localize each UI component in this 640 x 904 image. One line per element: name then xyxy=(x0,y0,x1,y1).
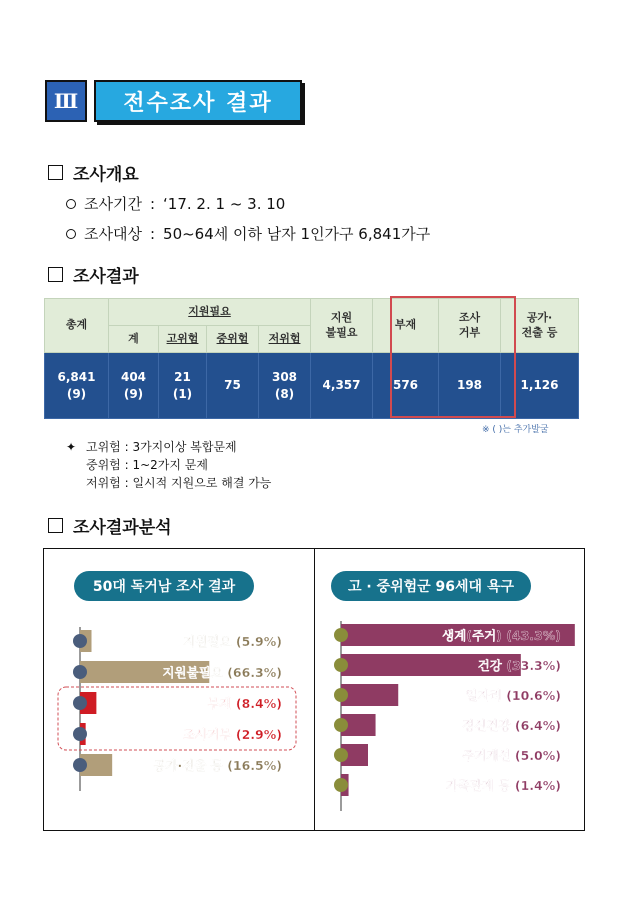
header-other: 공가· 전출 등 xyxy=(501,299,579,353)
cell-sub-total: 404 (9) xyxy=(109,353,159,419)
checkbox-icon xyxy=(48,165,63,180)
header-mid-risk: 중위험 xyxy=(207,326,259,353)
bar-dot xyxy=(73,634,87,648)
bar-label: 공가·전출 등 (16.5%) xyxy=(153,758,282,773)
legend-item: ✦ 고위험 : 3가지이상 복합문제 xyxy=(66,440,237,454)
bar-dot xyxy=(334,628,348,642)
risk-legend xyxy=(66,438,271,492)
header-support-needed: 지원필요 xyxy=(109,299,311,326)
bar-dot xyxy=(334,718,348,732)
chart-title: 고 · 중위험군 96세대 욕구 xyxy=(347,579,514,595)
bar-dot xyxy=(73,696,87,710)
cell-no-support: 4,357 xyxy=(311,353,373,419)
header-no-support: 지원 불필요 xyxy=(311,299,373,353)
overview-item-value: 50~64세 이하 남자 1인가구 6,841가구 xyxy=(163,225,431,243)
bar-label: 주거개선 (5.0%) xyxy=(461,748,561,763)
bar-dot xyxy=(73,727,87,741)
analysis-heading xyxy=(48,513,172,538)
header-total: 총계 xyxy=(45,299,109,353)
header-high-risk: 고위험 xyxy=(159,326,207,353)
analysis-panels xyxy=(43,548,585,831)
bar-dot xyxy=(73,758,87,772)
circle-bullet-icon xyxy=(66,229,76,239)
bar-label: 지원필요 (5.9%) xyxy=(183,634,282,649)
header-absent: 부재 xyxy=(373,299,439,353)
table-note: ※ ( )는 추가발굴 xyxy=(482,425,549,435)
bar-label: 가족관계 등 (1.4%) xyxy=(445,778,561,793)
bar-dot xyxy=(334,778,348,792)
section-number: Ⅲ xyxy=(45,80,87,122)
section-title: 전수조사 결과 xyxy=(94,80,302,122)
bar xyxy=(341,684,398,706)
legend-item: 저위험 : 일시적 지원으로 해결 가능 xyxy=(86,476,272,490)
highlight-frame xyxy=(390,296,516,418)
cell-high-risk: 21 (1) xyxy=(159,353,207,419)
bar-label: 부재 (8.4%) xyxy=(207,696,282,711)
header-sub-total: 계 xyxy=(109,326,159,353)
cell-low-risk: 308 (8) xyxy=(259,353,311,419)
right-chart-panel xyxy=(314,549,585,830)
cell-total: 6,841 (9) xyxy=(45,353,109,419)
overview-item: 조사기간 : ‘17. 2. 1 ~ 3. 10 xyxy=(66,193,285,214)
bar-dot xyxy=(334,688,348,702)
needs-chart xyxy=(315,549,585,829)
results-heading xyxy=(48,262,139,287)
overview-item: 조사대상 : 50~64세 이하 남자 1인가구 6,841가구 xyxy=(66,223,430,244)
bar-label: 일자리 (10.6%) xyxy=(465,688,561,703)
cell-other: 1,126 xyxy=(501,353,579,419)
circle-bullet-icon xyxy=(66,199,76,209)
bar-label: 건강 (33.3%) xyxy=(477,658,561,673)
overview-item-label: 조사대상 xyxy=(84,225,142,243)
header-low-risk: 저위험 xyxy=(259,326,311,353)
star-icon: ✦ xyxy=(66,440,77,454)
cell-refused: 198 xyxy=(439,353,501,419)
results-heading-text: 조사결과 xyxy=(73,267,139,287)
bar-dot xyxy=(334,658,348,672)
bar-dot xyxy=(73,665,87,679)
header-refused: 조사 거부 xyxy=(439,299,501,353)
cell-mid-risk: 75 xyxy=(207,353,259,419)
survey-result-chart xyxy=(44,549,314,829)
bar-dot xyxy=(334,748,348,762)
analysis-heading-text: 조사결과분석 xyxy=(73,518,172,538)
overview-item-label: 조사기간 xyxy=(84,195,142,213)
bar-label: 조사거부 (2.9%) xyxy=(183,727,282,742)
overview-item-value: ‘17. 2. 1 ~ 3. 10 xyxy=(163,194,286,213)
overview-heading xyxy=(48,160,139,185)
bar-label: 정신건강 (6.4%) xyxy=(461,718,561,733)
bar-label: 지원불필요 (66.3%) xyxy=(162,665,282,680)
overview-heading-text: 조사개요 xyxy=(73,165,139,185)
legend-item: 중위험 : 1~2가지 문제 xyxy=(86,458,208,472)
cell-absent: 576 xyxy=(373,353,439,419)
left-chart-panel xyxy=(44,549,314,830)
chart-title: 50대 독거남 조사 결과 xyxy=(92,579,236,595)
checkbox-icon xyxy=(48,518,63,533)
bar-label: 생계(주거) (43.3%) xyxy=(441,628,561,643)
checkbox-icon xyxy=(48,267,63,282)
